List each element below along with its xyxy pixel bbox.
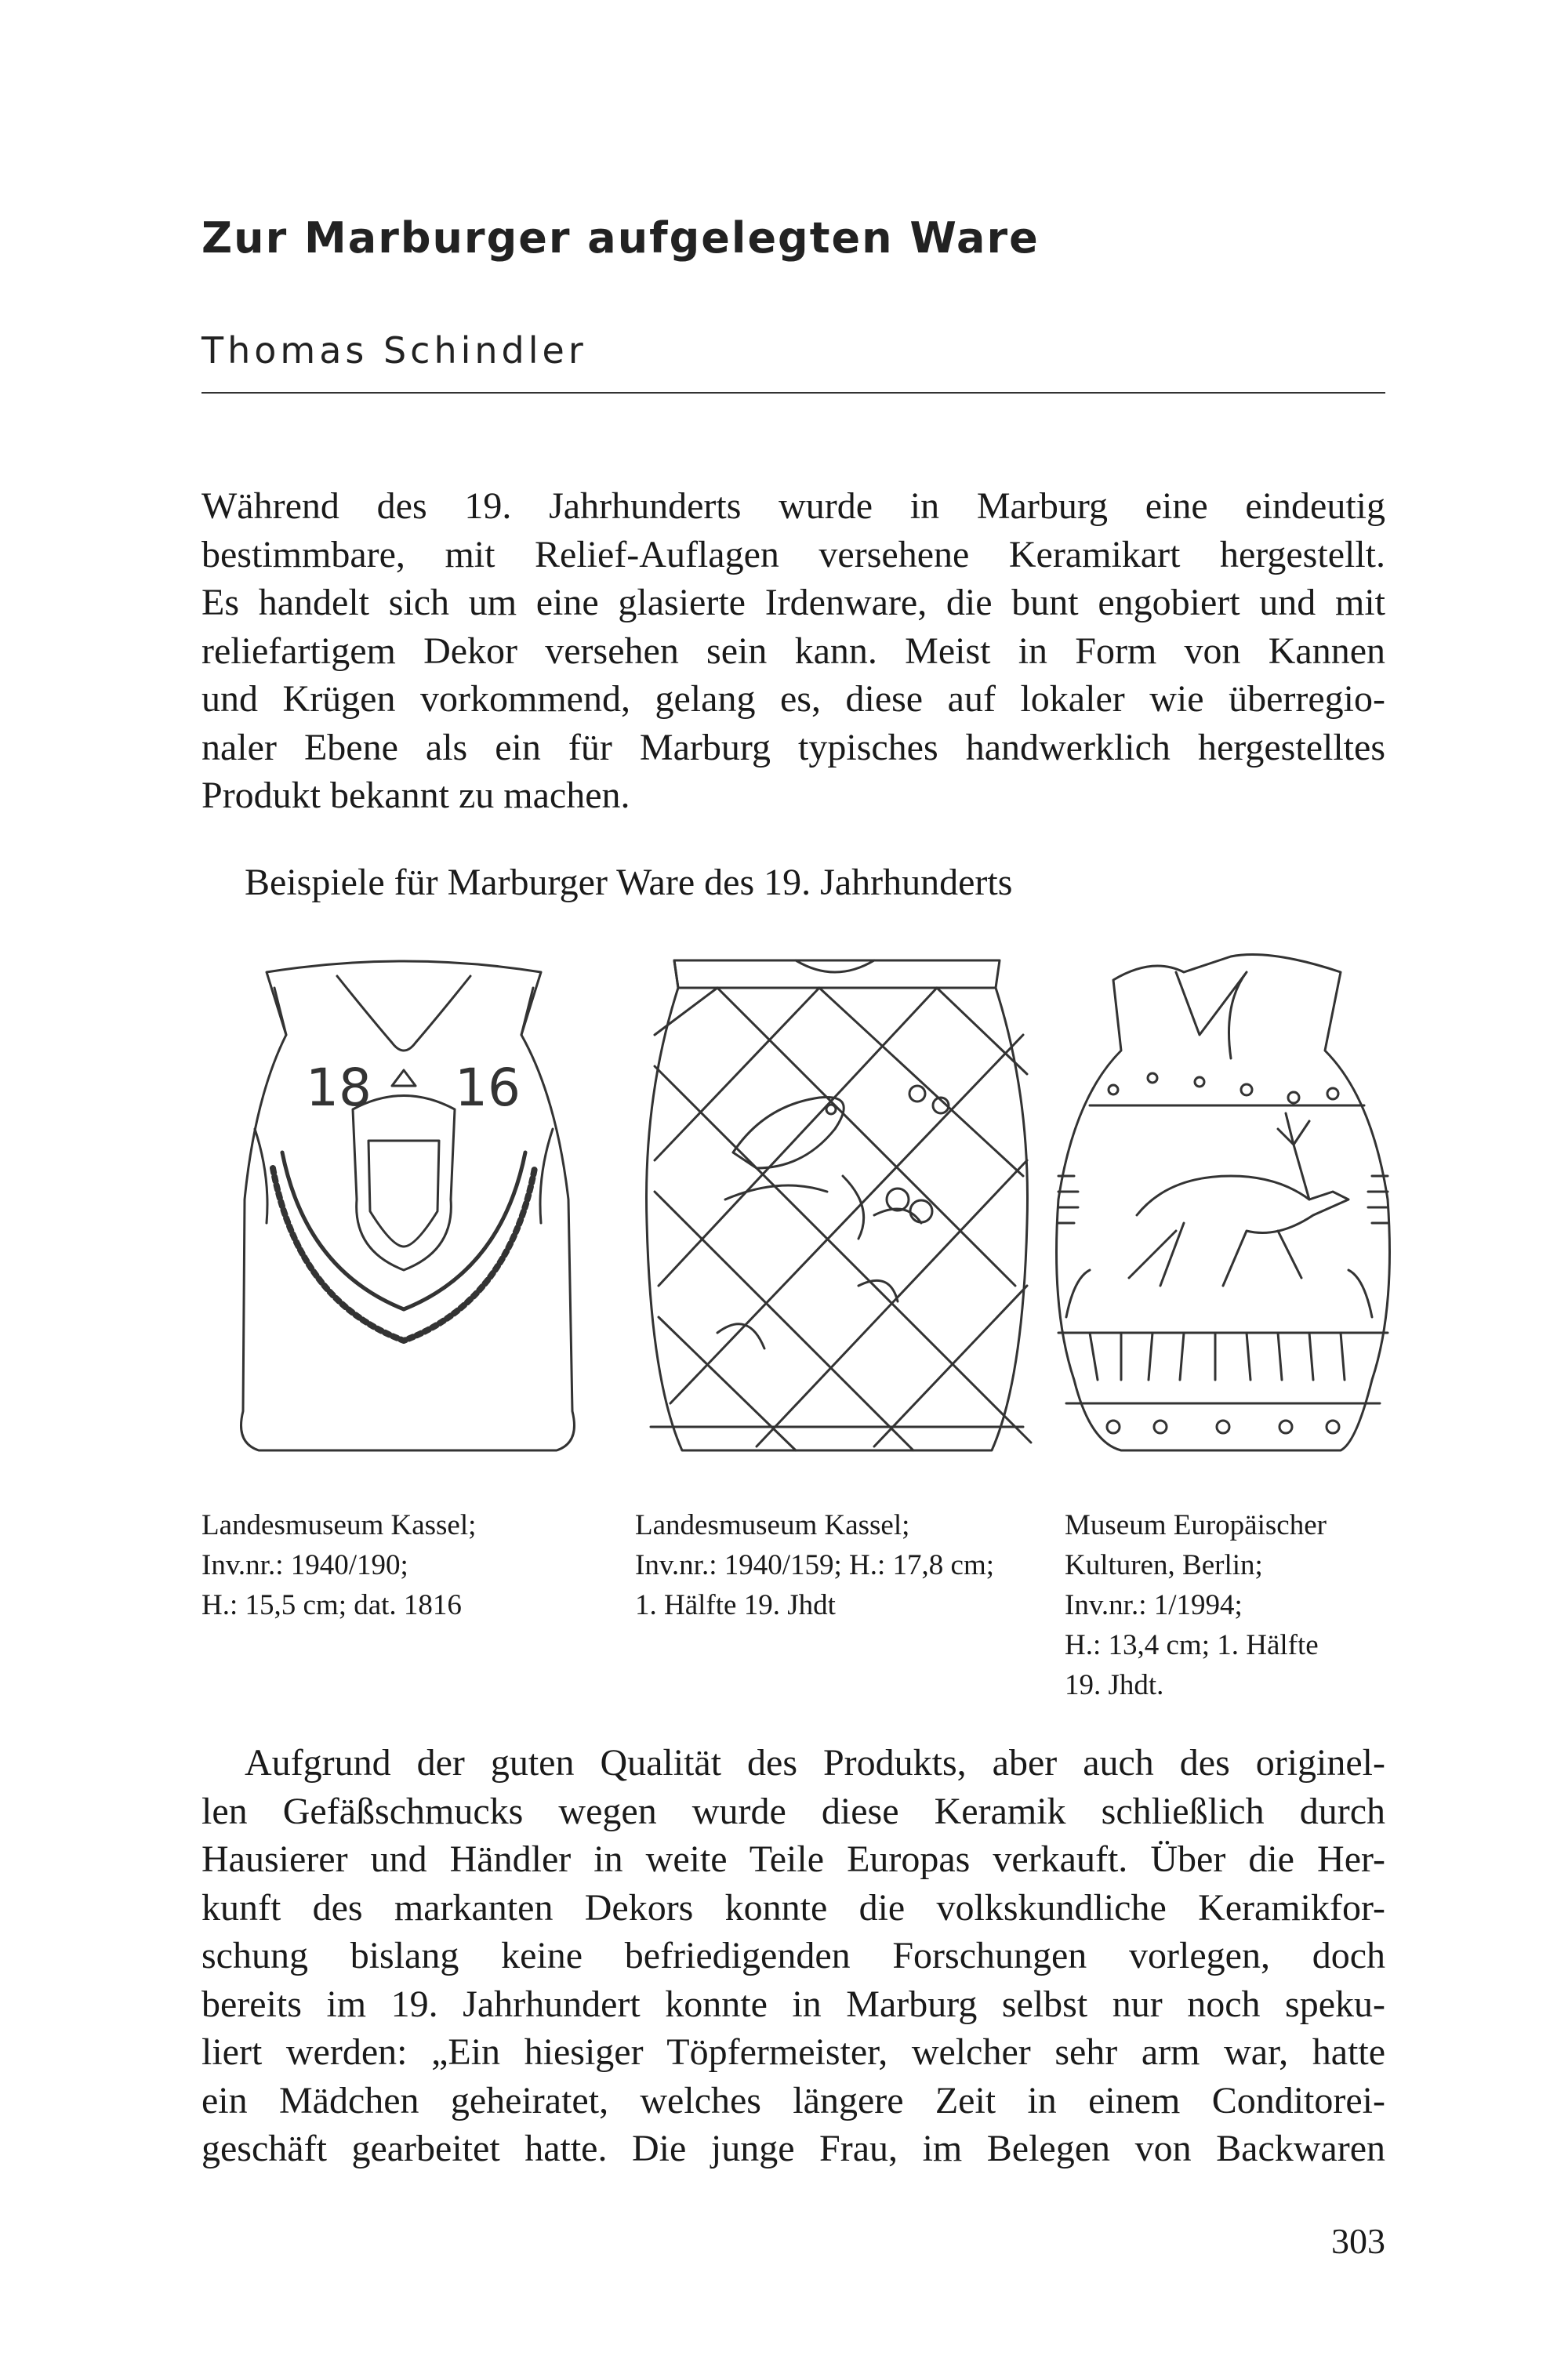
caption-line: Inv.nr.: 1940/190; (201, 1549, 408, 1581)
jug-drawing-1816 (212, 941, 596, 1474)
text-line: reliefartigem Dekor versehen sein kann. Meist in Form von Kannen (201, 630, 1385, 672)
text-line: bestimmbare, mit Relief-Auflagen versehene Keramikart hergestellt. (201, 533, 1385, 575)
article-author: Thomas Schindler (201, 329, 587, 372)
text-line: bereits im 19. Jahrhundert konnte in Marburg selbst nur noch speku- (201, 1983, 1385, 2025)
caption-line: Kulturen, Berlin; (1065, 1549, 1263, 1581)
text-line: len Gefäßschmucks wegen wurde diese Keramik schließlich durch (201, 1790, 1385, 1832)
text-line: liert werden: „Ein hiesiger Töpfermeister, welcher sehr arm war, hatte (201, 2031, 1385, 2073)
caption-line: 1. Hälfte 19. Jhdt (635, 1589, 836, 1621)
date-digits-16: 16 (455, 1058, 521, 1118)
text-line: kunft des markanten Dekors konnte die volkskundliche Keramikfor- (201, 1886, 1385, 1929)
intro-paragraph (201, 482, 1385, 820)
figure-caption-1 (201, 1505, 476, 1625)
page-number: 303 (1331, 2221, 1385, 2261)
caption-line: Museum Europäischer (1065, 1509, 1327, 1541)
caption-line: 19. Jhdt. (1065, 1669, 1164, 1701)
caption-line: Inv.nr.: 1940/159; H.: 17,8 cm; (635, 1549, 995, 1581)
figure-heading: Beispiele für Marburger Ware des 19. Jahrhunderts (245, 862, 1013, 903)
body-paragraph (201, 1739, 1385, 2173)
figure-caption-3 (1065, 1505, 1327, 1705)
jug-drawing-stag (1043, 941, 1403, 1474)
text-line: ein Mädchen geheiratet, welches längere Zeit in einem Conditorei- (201, 2079, 1385, 2121)
text-line: Produkt bekannt zu machen. (201, 775, 630, 816)
text-line: und Krügen vorkommend, gelang es, diese auf lokaler wie überregio- (201, 678, 1385, 720)
text-line: Hausierer und Händler in weite Teile Europas verkauft. Über die Her- (201, 1838, 1385, 1880)
caption-line: H.: 15,5 cm; dat. 1816 (201, 1589, 462, 1621)
text-line: schung bislang keine befriedigenden Forschungen vorlegen, doch (201, 1935, 1385, 1976)
caption-line: Landesmuseum Kassel; (635, 1509, 910, 1541)
jug-drawing-lattice (639, 941, 1035, 1474)
title-divider (201, 392, 1385, 394)
text-line: geschäft gearbeitet hatte. Die junge Frau, im Belegen von Backwaren (201, 2128, 1385, 2169)
caption-line: Inv.nr.: 1/1994; (1065, 1589, 1243, 1621)
figure-caption-2 (635, 1505, 994, 1625)
text-line: Aufgrund der guten Qualität des Produkts, aber auch des originel- (245, 1742, 1385, 1784)
text-line: Während des 19. Jahrhunderts wurde in Marburg eine eindeutig (201, 485, 1385, 527)
caption-line: Landesmuseum Kassel; (201, 1509, 477, 1541)
date-digits-18: 18 (306, 1058, 372, 1118)
text-line: Es handelt sich um eine glasierte Irdenware, die bunt engobiert und mit (201, 582, 1385, 623)
text-line: naler Ebene als ein für Marburg typisches handwerklich hergestelltes (201, 726, 1385, 768)
caption-line: H.: 13,4 cm; 1. Hälfte (1065, 1629, 1319, 1661)
article-title: Zur Marburger aufgelegten Ware (201, 213, 1040, 263)
